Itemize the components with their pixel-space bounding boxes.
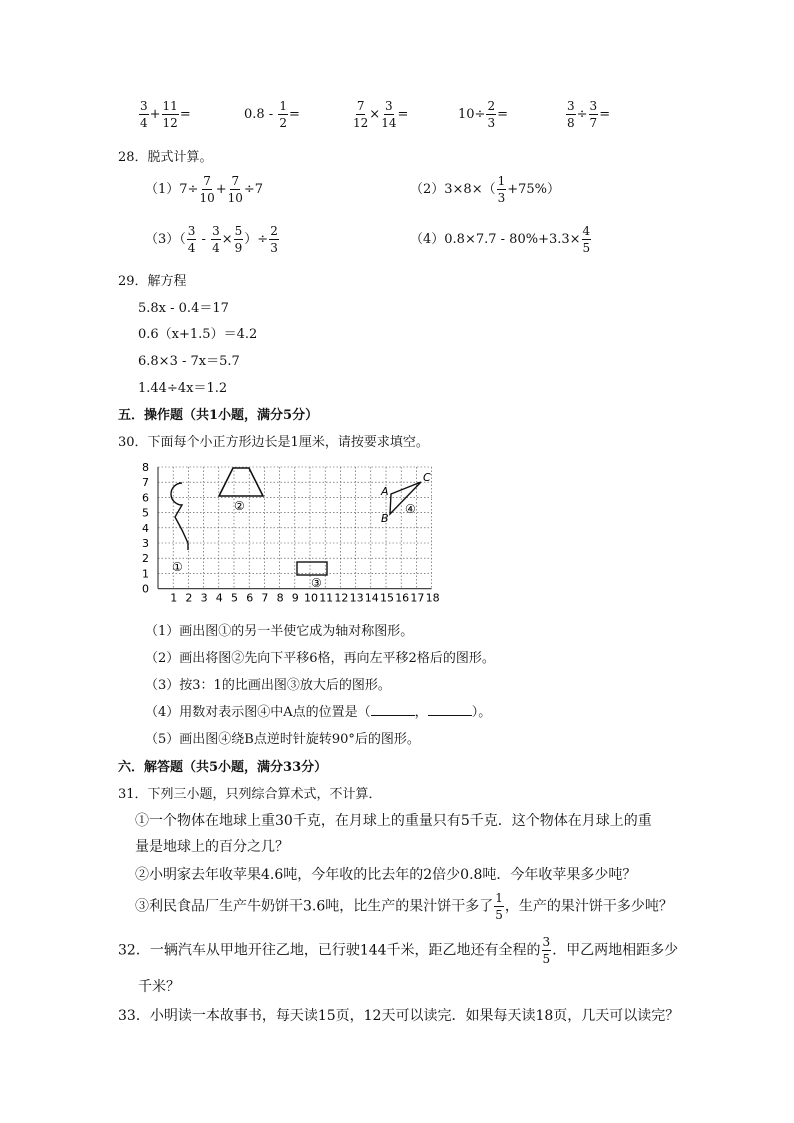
q28-part4: （4）0.8×7.7 - 80%+3.3× $\frac{4}{5}$ bbox=[410, 224, 591, 255]
fraction: $\frac{1}{2}$ bbox=[279, 99, 287, 130]
fraction: $\frac{2}{3}$ bbox=[487, 99, 496, 130]
y-tick-label: 0 bbox=[142, 582, 149, 596]
point-A-label: A bbox=[381, 485, 389, 498]
shape-4-label: ④ bbox=[405, 502, 416, 516]
x-tick-label: 13 bbox=[349, 591, 364, 605]
q30-item-1: （1）画出图①的另一半使它成为轴对称图形。 bbox=[145, 624, 414, 639]
shape-3-label: ③ bbox=[311, 576, 322, 590]
q31-part1-line2: 量是地球上的百分之几？ bbox=[135, 839, 289, 855]
section-heading: 六．解答题（共5小题，满分33分） bbox=[118, 760, 328, 775]
y-tick-label: 5 bbox=[142, 506, 149, 520]
shape-1-label: ① bbox=[172, 560, 183, 574]
q32: 32．一辆汽车从甲地开往乙地，已行驶144千米，距乙地还有全程的 $\frac{3}{5}$ ．甲乙两地相距多少 bbox=[118, 935, 679, 966]
x-tick-label: 2 bbox=[185, 591, 193, 605]
q31-part2: ②小明家去年收苹果4.6吨，今年收的比去年的2倍少0.8吨．今年收苹果多少吨？ bbox=[135, 867, 637, 883]
y-tick-label: 8 bbox=[142, 461, 149, 474]
q28-part3: （3）（ $\frac{3}{4}$ - $\frac{3}{4}$ × $\frac{5}{9}$ ）÷ $\frac{2}{3}$ bbox=[145, 224, 278, 255]
answer-blank[interactable] bbox=[371, 705, 415, 716]
q31-part3: ③利民食品厂生产牛奶饼干3.6吨，比生产的果汁饼干多了 $\frac{1}{5}$ ，生产的果汁饼干多少吨？ bbox=[135, 891, 673, 922]
shape-1 bbox=[171, 483, 188, 550]
calc-item-4: 10÷ $\frac{2}{3}$ = bbox=[458, 99, 508, 130]
x-tick-label: 3 bbox=[200, 591, 208, 605]
fraction: $\frac{3}{14}$ bbox=[381, 99, 397, 130]
x-tick-label: 8 bbox=[276, 591, 284, 605]
y-tick-label: 1 bbox=[142, 567, 149, 581]
x-tick-label: 9 bbox=[291, 591, 299, 605]
y-tick-label: 2 bbox=[142, 552, 149, 566]
equation: 5.8x - 0.4＝17 bbox=[138, 301, 229, 316]
q32-line2: 千米？ bbox=[138, 979, 180, 995]
y-tick-label: 3 bbox=[142, 537, 149, 550]
x-tick-label: 1 bbox=[170, 591, 178, 605]
shape-2 bbox=[219, 468, 263, 496]
q30-item-4: （4）用数对表示图④中A点的位置是（ ， ）。 bbox=[145, 705, 492, 720]
fraction: $\frac{3}{4}$ bbox=[140, 99, 148, 130]
x-tick-label: 7 bbox=[261, 591, 269, 605]
shape-2-label: ② bbox=[234, 499, 245, 513]
axis-labels bbox=[142, 461, 440, 605]
x-tick-label: 17 bbox=[410, 591, 425, 605]
y-tick-label: 4 bbox=[142, 521, 149, 535]
shape-3 bbox=[297, 562, 327, 575]
fraction: $\frac{11}{12}$ bbox=[162, 99, 178, 130]
calc-item-2: 0.8 - $\frac{1}{2}$ = bbox=[244, 99, 300, 130]
equation: 1.44÷4x＝1.2 bbox=[138, 381, 228, 396]
q31-part1-line1: ①一个物体在地球上重30千克，在月球上的重量只有5千克．这个物体在月球上的重 bbox=[135, 813, 652, 829]
point-C-label: C bbox=[423, 471, 431, 484]
coordinate-grid bbox=[132, 458, 452, 610]
y-tick-label: 7 bbox=[142, 476, 149, 490]
x-tick-label: 5 bbox=[231, 591, 238, 605]
x-tick-label: 14 bbox=[364, 591, 379, 605]
fraction: $\frac{3}{7}$ bbox=[589, 99, 598, 130]
point-B-label: B bbox=[381, 512, 389, 525]
fraction: $\frac{3}{8}$ bbox=[567, 99, 575, 130]
grid-lines bbox=[158, 467, 432, 589]
x-tick-label: 15 bbox=[380, 591, 394, 605]
x-tick-label: 12 bbox=[334, 591, 349, 605]
calc-item-3: $\frac{7}{12}$ × $\frac{3}{14}$ = bbox=[353, 99, 409, 130]
q28-title: 28．脱式计算。 bbox=[118, 150, 213, 165]
x-tick-label: 16 bbox=[395, 591, 410, 605]
x-tick-label: 6 bbox=[246, 591, 254, 605]
x-tick-label: 10 bbox=[304, 591, 318, 605]
q30-item-5: （5）画出图④绕B点逆时针旋转90°后的图形。 bbox=[145, 732, 420, 747]
q30-item-2: （2）画出将图②先向下平移6格，再向左平移2格后的图形。 bbox=[145, 651, 495, 666]
x-tick-label: 11 bbox=[319, 591, 334, 605]
equation: 0.6（x+1.5）＝4.2 bbox=[138, 327, 258, 342]
q28-part1: （1）7÷ $\frac{7}{10}$ + $\frac{7}{10}$ ÷7 bbox=[145, 174, 264, 205]
equation: 6.8×3 - 7x＝5.7 bbox=[138, 354, 240, 369]
x-tick-label: 18 bbox=[425, 591, 440, 605]
fraction: $\frac{7}{12}$ bbox=[353, 99, 369, 130]
x-tick-label: 4 bbox=[215, 591, 223, 605]
q30-item-3: （3）按3：1的比画出图③放大后的图形。 bbox=[145, 678, 391, 693]
q30-title: 30．下面每个小正方形边长是1厘米，请按要求填空。 bbox=[118, 435, 429, 450]
q33: 33．小明读一本故事书，每天读15页，12天可以读完．如果每天读18页，几天可以读完？ bbox=[118, 1008, 680, 1024]
answer-blank[interactable] bbox=[428, 705, 472, 716]
q29-title: 29．解方程 bbox=[118, 274, 187, 289]
y-tick-label: 6 bbox=[142, 491, 149, 505]
calc-item-1: $\frac{3}{4}$ + $\frac{11}{12}$ = bbox=[140, 99, 191, 130]
calc-item-5: $\frac{3}{8}$ ÷ $\frac{3}{7}$ = bbox=[567, 99, 611, 130]
q28-part2: （2）3×8×（ $\frac{1}{3}$ +75%） bbox=[410, 174, 561, 205]
section-heading: 五．操作题（共1小题，满分5分） bbox=[118, 408, 319, 423]
q31-title: 31．下列三小题，只列综合算术式，不计算． bbox=[118, 787, 382, 802]
